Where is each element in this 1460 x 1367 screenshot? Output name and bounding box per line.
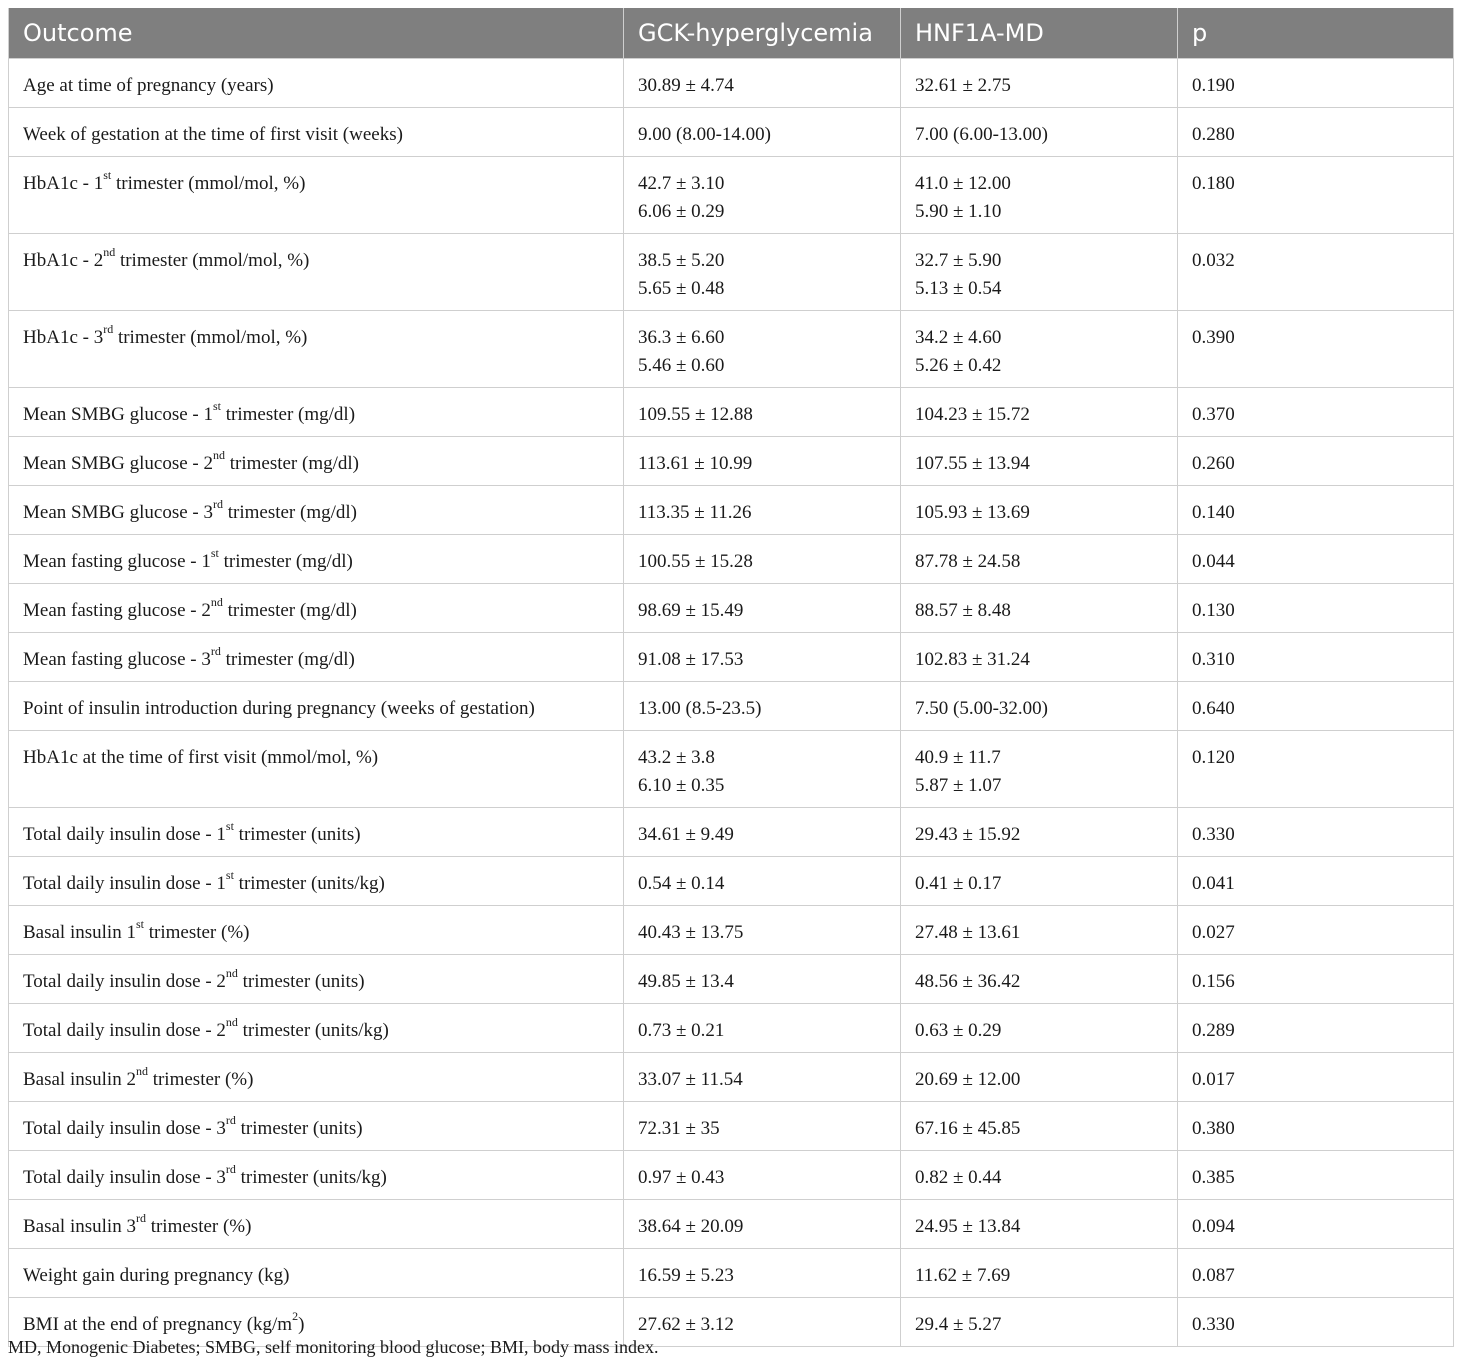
outcome-cell — [9, 157, 624, 234]
table-row — [9, 388, 1454, 437]
outcome-cell — [9, 535, 624, 584]
hnf1a-value-cell — [901, 857, 1178, 906]
outcome-cell — [9, 1004, 624, 1053]
outcome-label: Basal insulin 1 — [23, 922, 136, 943]
hnf1a-value: 67.16 ± 45.85 — [915, 1118, 1021, 1139]
outcome-label: Mean SMBG glucose - 2 — [23, 453, 213, 474]
outcome-cell — [9, 388, 624, 437]
table-body — [9, 59, 1454, 1347]
table-row — [9, 157, 1454, 234]
gck-value: 16.59 ± 5.23 — [638, 1265, 734, 1286]
gck-value-cell — [624, 682, 901, 731]
outcome-superscript: rd — [135, 1210, 146, 1225]
outcome-superscript: rd — [212, 496, 223, 511]
hnf1a-value-cell — [901, 157, 1178, 234]
table-row — [9, 486, 1454, 535]
hnf1a-value: 87.78 ± 24.58 — [915, 551, 1021, 572]
p-value-cell: 0.640 — [1178, 682, 1454, 731]
outcome-label-suffix: trimester (mg/dl) — [222, 502, 358, 523]
outcome-label-suffix: trimester (mmol/mol, %) — [111, 173, 306, 194]
hnf1a-value: 5.13 ± 0.54 — [915, 278, 1002, 299]
gck-value-cell — [624, 584, 901, 633]
outcome-superscript: st — [225, 867, 234, 882]
outcome-superscript: rd — [225, 1161, 236, 1176]
hnf1a-value: 32.61 ± 2.75 — [915, 75, 1011, 96]
gck-value-cell — [624, 1200, 901, 1249]
table-row — [9, 311, 1454, 388]
outcome-label-suffix: trimester (units) — [233, 824, 361, 845]
table-row — [9, 108, 1454, 157]
outcome-label: Basal insulin 3 — [23, 1216, 136, 1237]
outcome-label: Weight gain during pregnancy (kg) — [23, 1265, 290, 1286]
gck-value: 36.3 ± 6.60 — [638, 327, 725, 348]
outcome-label: HbA1c - 1 — [23, 173, 104, 194]
hnf1a-value-cell — [901, 437, 1178, 486]
outcome-label: HbA1c - 2 — [23, 250, 104, 271]
outcome-cell — [9, 731, 624, 808]
hnf1a-value: 7.50 (5.00-32.00) — [915, 698, 1048, 719]
outcome-cell — [9, 955, 624, 1004]
hnf1a-value: 5.26 ± 0.42 — [915, 355, 1002, 376]
outcomes-table — [8, 8, 1454, 1347]
hnf1a-value-cell — [901, 955, 1178, 1004]
outcome-superscript: st — [210, 545, 219, 560]
outcome-superscript: st — [212, 398, 221, 413]
outcome-label-suffix: trimester (units/kg) — [237, 1020, 389, 1041]
outcome-superscript: nd — [135, 1063, 148, 1078]
hnf1a-value-cell — [901, 1053, 1178, 1102]
outcome-label-suffix: trimester (mg/dl) — [218, 551, 353, 572]
hnf1a-value-cell — [901, 808, 1178, 857]
hnf1a-value-cell — [901, 682, 1178, 731]
hnf1a-value-cell — [901, 311, 1178, 388]
outcome-cell — [9, 1200, 624, 1249]
hnf1a-value: 7.00 (6.00-13.00) — [915, 124, 1048, 145]
gck-value: 33.07 ± 11.54 — [638, 1069, 743, 1090]
p-value-cell: 0.289 — [1178, 1004, 1454, 1053]
gck-value: 13.00 (8.5-23.5) — [638, 698, 762, 719]
hnf1a-value-cell — [901, 234, 1178, 311]
table-row — [9, 633, 1454, 682]
p-value-cell: 0.260 — [1178, 437, 1454, 486]
outcome-superscript: nd — [103, 244, 116, 259]
outcome-superscript: nd — [210, 594, 223, 609]
outcome-superscript: rd — [210, 643, 221, 658]
gck-value: 42.7 ± 3.10 — [638, 173, 725, 194]
hnf1a-value-cell — [901, 1200, 1178, 1249]
hnf1a-value-cell — [901, 1102, 1178, 1151]
outcome-superscript: st — [135, 916, 144, 931]
outcome-label: BMI at the end of pregnancy (kg/m — [23, 1314, 293, 1335]
hnf1a-value: 27.48 ± 13.61 — [915, 922, 1021, 943]
outcome-cell — [9, 486, 624, 535]
hnf1a-value: 40.9 ± 11.7 — [915, 747, 1001, 768]
outcome-superscript: rd — [225, 1112, 236, 1127]
table-row — [9, 731, 1454, 808]
hnf1a-value: 20.69 ± 12.00 — [915, 1069, 1021, 1090]
outcome-cell — [9, 682, 624, 731]
table-row — [9, 682, 1454, 731]
outcome-cell — [9, 808, 624, 857]
outcome-label-suffix: trimester (units/kg) — [235, 1167, 387, 1188]
header-gck-hyperglycemia: GCK-hyperglycemia — [624, 8, 901, 59]
hnf1a-value: 5.90 ± 1.10 — [915, 201, 1002, 222]
outcome-label-suffix: trimester (%) — [145, 1216, 252, 1237]
gck-value-cell — [624, 1053, 901, 1102]
gck-value-cell — [624, 857, 901, 906]
gck-value-cell — [624, 311, 901, 388]
outcome-label: Mean SMBG glucose - 3 — [23, 502, 213, 523]
p-value-cell: 0.385 — [1178, 1151, 1454, 1200]
hnf1a-value: 0.82 ± 0.44 — [915, 1167, 1002, 1188]
outcome-label: Mean fasting glucose - 3 — [23, 649, 211, 670]
outcome-label: Total daily insulin dose - 3 — [23, 1167, 226, 1188]
outcome-label-suffix: trimester (mg/dl) — [222, 600, 357, 621]
gck-value-cell — [624, 906, 901, 955]
hnf1a-value-cell — [901, 1151, 1178, 1200]
outcome-cell — [9, 108, 624, 157]
table-row — [9, 1151, 1454, 1200]
p-value-cell: 0.087 — [1178, 1249, 1454, 1298]
outcome-label: Age at time of pregnancy (years) — [23, 75, 274, 96]
outcome-label-suffix: ) — [298, 1314, 305, 1335]
p-value-cell: 0.027 — [1178, 906, 1454, 955]
outcome-label-suffix: trimester (mg/dl) — [220, 649, 355, 670]
table-row — [9, 906, 1454, 955]
gck-value: 109.55 ± 12.88 — [638, 404, 753, 425]
outcome-label: Mean SMBG glucose - 1 — [23, 404, 213, 425]
p-value-cell: 0.044 — [1178, 535, 1454, 584]
outcome-label-suffix: trimester (units) — [235, 1118, 363, 1139]
outcome-label-suffix: trimester (units) — [237, 971, 365, 992]
gck-value: 0.73 ± 0.21 — [638, 1020, 725, 1041]
table-footnote: MD, Monogenic Diabetes; SMBG, self monitoring blood glucose; BMI, body mass index. — [8, 1337, 659, 1357]
outcome-label-suffix: trimester (mg/dl) — [221, 404, 356, 425]
outcome-superscript: st — [103, 167, 112, 182]
p-value-cell: 0.190 — [1178, 59, 1454, 108]
outcome-superscript: nd — [225, 965, 238, 980]
p-value-cell: 0.330 — [1178, 808, 1454, 857]
outcome-label-suffix: trimester (mmol/mol, %) — [115, 250, 310, 271]
outcome-cell — [9, 584, 624, 633]
gck-value-cell — [624, 1102, 901, 1151]
p-value-cell: 0.380 — [1178, 1102, 1454, 1151]
outcome-cell — [9, 1102, 624, 1151]
gck-value: 91.08 ± 17.53 — [638, 649, 744, 670]
hnf1a-value: 5.87 ± 1.07 — [915, 775, 1002, 796]
gck-value: 27.62 ± 3.12 — [638, 1314, 734, 1335]
gck-value-cell — [624, 633, 901, 682]
outcome-cell — [9, 857, 624, 906]
gck-value-cell — [624, 59, 901, 108]
p-value-cell: 0.130 — [1178, 584, 1454, 633]
outcome-label: Mean fasting glucose - 2 — [23, 600, 211, 621]
table-row — [9, 1004, 1454, 1053]
table-row — [9, 1249, 1454, 1298]
p-value-cell: 0.156 — [1178, 955, 1454, 1004]
gck-value-cell — [624, 486, 901, 535]
outcome-label: Week of gestation at the time of first visit (weeks) — [23, 124, 403, 145]
hnf1a-value: 88.57 ± 8.48 — [915, 600, 1011, 621]
outcome-cell — [9, 1053, 624, 1102]
hnf1a-value: 11.62 ± 7.69 — [915, 1265, 1011, 1286]
outcome-label: Total daily insulin dose - 3 — [23, 1118, 226, 1139]
gck-value: 9.00 (8.00-14.00) — [638, 124, 771, 145]
hnf1a-value: 0.63 ± 0.29 — [915, 1020, 1002, 1041]
outcome-label: Mean fasting glucose - 1 — [23, 551, 211, 572]
outcome-cell — [9, 633, 624, 682]
hnf1a-value-cell — [901, 1249, 1178, 1298]
gck-value: 98.69 ± 15.49 — [638, 600, 744, 621]
gck-value-cell — [624, 1004, 901, 1053]
p-value-cell: 0.180 — [1178, 157, 1454, 234]
p-value-cell: 0.310 — [1178, 633, 1454, 682]
table-row — [9, 234, 1454, 311]
p-value-cell: 0.370 — [1178, 388, 1454, 437]
hnf1a-value-cell — [901, 731, 1178, 808]
table-row — [9, 808, 1454, 857]
table-row — [9, 1053, 1454, 1102]
gck-value: 72.31 ± 35 — [638, 1118, 720, 1139]
outcome-superscript: nd — [212, 447, 225, 462]
table-row — [9, 1200, 1454, 1249]
gck-value: 6.06 ± 0.29 — [638, 201, 725, 222]
gck-value: 0.97 ± 0.43 — [638, 1167, 725, 1188]
gck-value-cell — [624, 108, 901, 157]
hnf1a-value-cell — [901, 584, 1178, 633]
outcome-superscript: nd — [225, 1014, 238, 1029]
outcome-cell — [9, 59, 624, 108]
gck-value-cell — [624, 388, 901, 437]
gck-value: 6.10 ± 0.35 — [638, 775, 725, 796]
gck-value: 100.55 ± 15.28 — [638, 551, 753, 572]
hnf1a-value: 105.93 ± 13.69 — [915, 502, 1030, 523]
table-row — [9, 584, 1454, 633]
gck-value: 34.61 ± 9.49 — [638, 824, 734, 845]
gck-value: 113.35 ± 11.26 — [638, 502, 752, 523]
outcome-label: HbA1c at the time of first visit (mmol/mol, %) — [23, 747, 379, 768]
hnf1a-value: 29.4 ± 5.27 — [915, 1314, 1002, 1335]
p-value-cell: 0.330 — [1178, 1298, 1454, 1347]
table-row — [9, 535, 1454, 584]
p-value-cell: 0.140 — [1178, 486, 1454, 535]
gck-value: 40.43 ± 13.75 — [638, 922, 744, 943]
outcome-label-suffix: trimester (%) — [143, 922, 250, 943]
hnf1a-value-cell — [901, 486, 1178, 535]
gck-value-cell — [624, 955, 901, 1004]
hnf1a-value: 24.95 ± 13.84 — [915, 1216, 1021, 1237]
gck-value: 5.65 ± 0.48 — [638, 278, 725, 299]
table-row — [9, 1102, 1454, 1151]
hnf1a-value-cell — [901, 633, 1178, 682]
gck-value: 0.54 ± 0.14 — [638, 873, 725, 894]
outcome-label-suffix: trimester (mmol/mol, %) — [113, 327, 308, 348]
p-value-cell: 0.032 — [1178, 234, 1454, 311]
gck-value: 30.89 ± 4.74 — [638, 75, 734, 96]
header-outcome: Outcome — [9, 8, 624, 59]
outcome-cell — [9, 1249, 624, 1298]
outcome-label-suffix: trimester (units/kg) — [233, 873, 385, 894]
gck-value: 49.85 ± 13.4 — [638, 971, 734, 992]
outcome-cell — [9, 1151, 624, 1200]
outcome-label: Basal insulin 2 — [23, 1069, 136, 1090]
hnf1a-value-cell — [901, 906, 1178, 955]
hnf1a-value-cell — [901, 59, 1178, 108]
table-row — [9, 857, 1454, 906]
gck-value-cell — [624, 1151, 901, 1200]
p-value-cell: 0.017 — [1178, 1053, 1454, 1102]
hnf1a-value: 41.0 ± 12.00 — [915, 173, 1011, 194]
outcome-label: Total daily insulin dose - 1 — [23, 873, 226, 894]
hnf1a-value: 102.83 ± 31.24 — [915, 649, 1030, 670]
outcome-superscript: rd — [103, 321, 114, 336]
outcome-label-suffix: trimester (%) — [147, 1069, 254, 1090]
p-value-cell: 0.041 — [1178, 857, 1454, 906]
gck-value: 38.5 ± 5.20 — [638, 250, 725, 271]
outcome-cell — [9, 906, 624, 955]
outcome-label: Total daily insulin dose - 1 — [23, 824, 226, 845]
hnf1a-value: 107.55 ± 13.94 — [915, 453, 1030, 474]
hnf1a-value-cell — [901, 535, 1178, 584]
gck-value-cell — [624, 157, 901, 234]
gck-value: 5.46 ± 0.60 — [638, 355, 725, 376]
p-value-cell: 0.280 — [1178, 108, 1454, 157]
outcome-label-suffix: trimester (mg/dl) — [224, 453, 360, 474]
outcome-superscript: 2 — [292, 1308, 299, 1323]
outcome-cell — [9, 311, 624, 388]
gck-value: 113.61 ± 10.99 — [638, 453, 753, 474]
p-value-cell: 0.120 — [1178, 731, 1454, 808]
hnf1a-value-cell — [901, 1004, 1178, 1053]
p-value-cell: 0.390 — [1178, 311, 1454, 388]
table-row — [9, 59, 1454, 108]
hnf1a-value-cell — [901, 388, 1178, 437]
hnf1a-value: 104.23 ± 15.72 — [915, 404, 1030, 425]
outcome-cell — [9, 234, 624, 311]
table-header-row — [9, 8, 1454, 59]
hnf1a-value-cell — [901, 1298, 1178, 1347]
p-value-cell: 0.094 — [1178, 1200, 1454, 1249]
outcome-label: Total daily insulin dose - 2 — [23, 1020, 226, 1041]
outcome-label: HbA1c - 3 — [23, 327, 104, 348]
hnf1a-value: 29.43 ± 15.92 — [915, 824, 1021, 845]
gck-value-cell — [624, 1298, 901, 1347]
hnf1a-value: 0.41 ± 0.17 — [915, 873, 1002, 894]
gck-value-cell — [624, 1249, 901, 1298]
table-row — [9, 955, 1454, 1004]
outcome-cell — [9, 437, 624, 486]
header-hnf1a-md: HNF1A-MD — [901, 8, 1178, 59]
gck-value-cell — [624, 808, 901, 857]
gck-value-cell — [624, 234, 901, 311]
outcome-superscript: st — [225, 818, 234, 833]
table-row — [9, 437, 1454, 486]
gck-value-cell — [624, 437, 901, 486]
hnf1a-value-cell — [901, 108, 1178, 157]
hnf1a-value: 48.56 ± 36.42 — [915, 971, 1021, 992]
hnf1a-value: 34.2 ± 4.60 — [915, 327, 1002, 348]
header-p-value: p — [1178, 8, 1454, 59]
results-table-container — [8, 8, 1453, 1347]
gck-value: 43.2 ± 3.8 — [638, 747, 715, 768]
gck-value-cell — [624, 731, 901, 808]
gck-value: 38.64 ± 20.09 — [638, 1216, 744, 1237]
hnf1a-value: 32.7 ± 5.90 — [915, 250, 1002, 271]
outcome-label: Total daily insulin dose - 2 — [23, 971, 226, 992]
outcome-label: Point of insulin introduction during pregnancy (weeks of gestation) — [23, 698, 535, 719]
gck-value-cell — [624, 535, 901, 584]
